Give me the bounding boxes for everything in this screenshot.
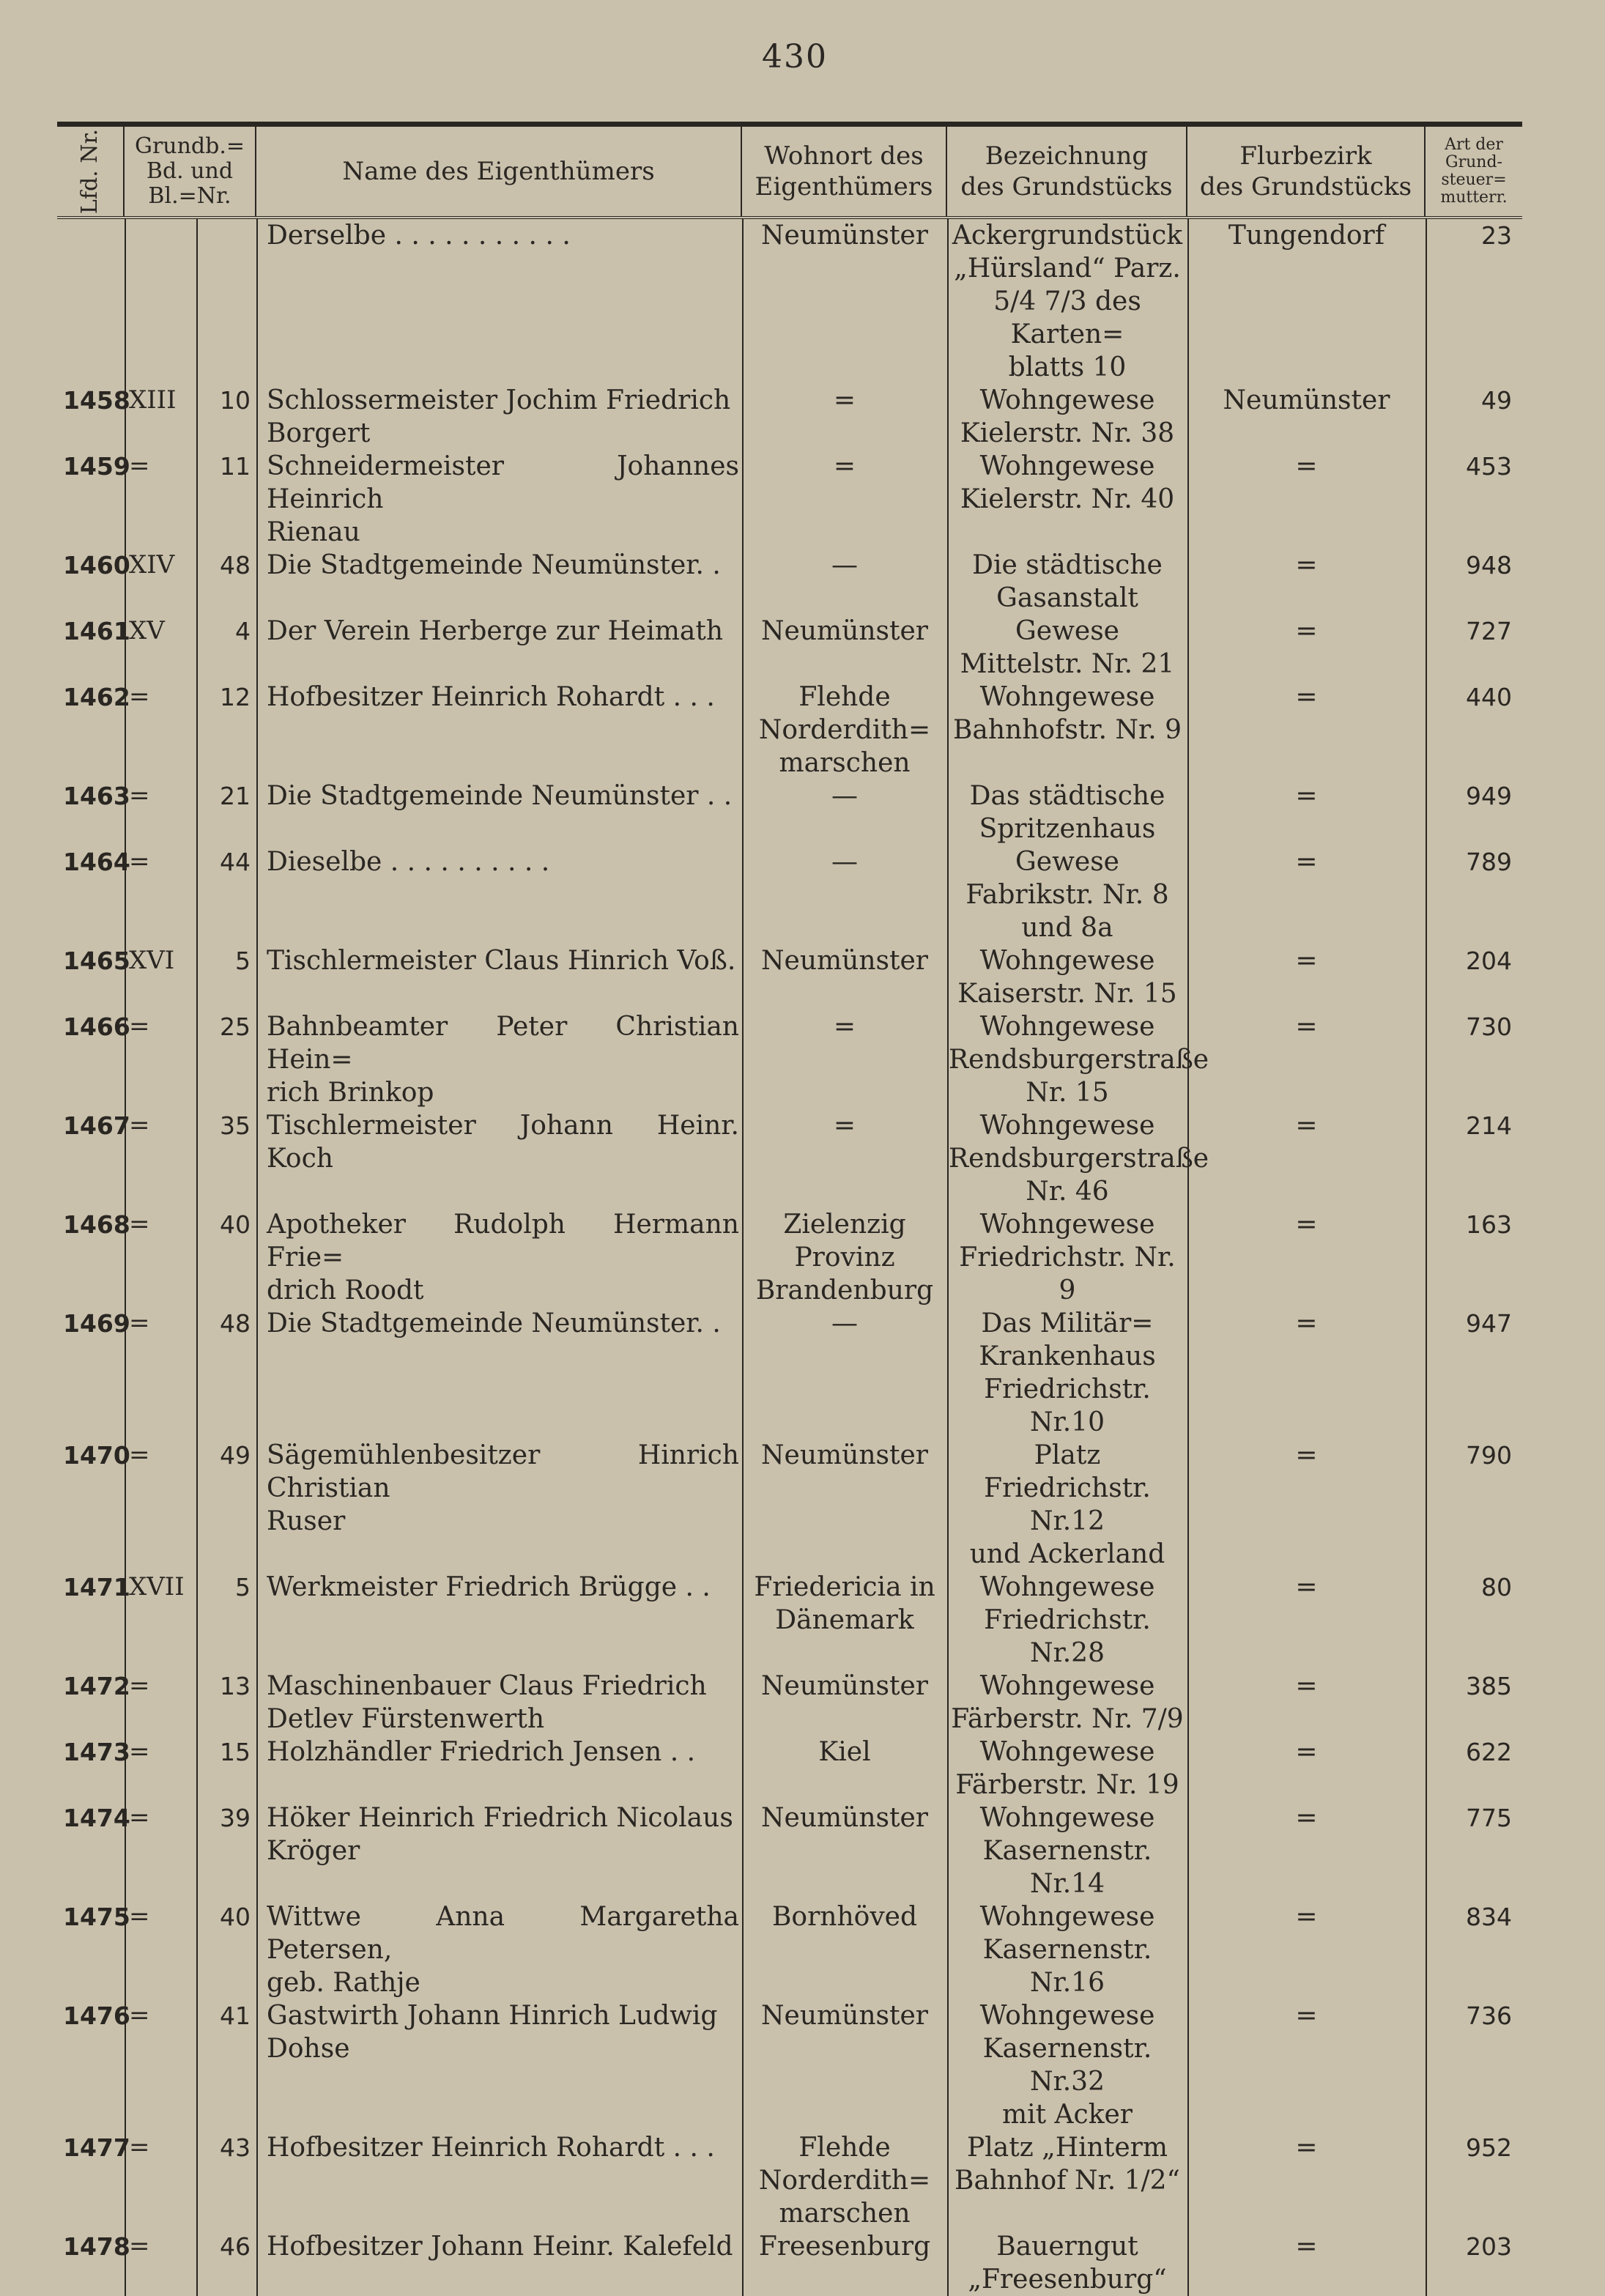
- row-owner-name: Hofbesitzer Heinrich Rohardt . . .: [267, 682, 715, 712]
- row-owner-name: Sägemühlenbesitzer Hinrich Christian Ruser: [267, 1440, 739, 1536]
- row-property-description: Bauerngut „Freesenburg“: [968, 2232, 1167, 2295]
- row-band: =: [129, 2001, 150, 2030]
- row-tax-register-nr: 385: [1466, 1672, 1512, 1700]
- table-row: [57, 615, 1522, 681]
- row-lfd-nr: 1460: [63, 551, 130, 579]
- row-band: =: [129, 847, 150, 876]
- table-row: [57, 1670, 1522, 1736]
- table-row: [57, 779, 1522, 845]
- header-grundbuch: Grundb.= Bd. und Bl.=Nr.: [125, 127, 256, 216]
- table-row: [57, 549, 1522, 615]
- row-band: XVII: [129, 1572, 185, 1601]
- row-district: =: [1295, 2001, 1318, 2031]
- row-band: XVI: [129, 946, 175, 975]
- row-band: =: [129, 1671, 150, 1700]
- row-lfd-nr: 1463: [63, 782, 130, 810]
- row-tax-register-nr: 214: [1466, 1111, 1512, 1140]
- row-tax-register-nr: 23: [1481, 221, 1512, 250]
- row-blatt: 5: [235, 947, 251, 975]
- row-blatt: [196, 219, 256, 384]
- row-tax-register-nr: 775: [1466, 1804, 1512, 1832]
- row-property-description: Das städtische Spritzenhaus: [969, 781, 1165, 844]
- row-band: =: [129, 1902, 150, 1931]
- row-lfd-nr: 1470: [63, 1441, 130, 1470]
- row-blatt: 5: [235, 1573, 251, 1601]
- row-residence: Neumünster: [761, 1440, 928, 1470]
- table-row: [57, 1571, 1522, 1670]
- row-property-description: Wohngewese Färberstr. Nr. 19: [955, 1737, 1179, 1800]
- table-header: [57, 127, 1522, 219]
- row-blatt: 15: [220, 1738, 251, 1766]
- table-row: [57, 944, 1522, 1010]
- row-property-description: Gewese Mittelstr. Nr. 21: [960, 616, 1175, 679]
- row-property-description: Wohngewese Kielerstr. Nr. 38: [960, 385, 1175, 448]
- row-band: [125, 219, 196, 384]
- row-blatt: 12: [220, 683, 251, 711]
- row-district: =: [1295, 1012, 1318, 1042]
- table-row: [57, 681, 1522, 779]
- row-owner-name: Schlossermeister Jochim Friedrich Borgert: [267, 385, 731, 448]
- row-tax-register-nr: 736: [1466, 2001, 1512, 2030]
- row-district: Neumünster: [1223, 385, 1390, 415]
- row-district: =: [1295, 2133, 1318, 2163]
- row-tax-register-nr: 834: [1466, 1903, 1512, 1931]
- row-district: =: [1295, 1902, 1318, 1932]
- row-lfd-nr: 1462: [63, 683, 130, 711]
- row-district: =: [1295, 1440, 1318, 1470]
- row-blatt: 44: [220, 848, 251, 876]
- row-tax-register-nr: 163: [1466, 1210, 1512, 1239]
- header-art: Art der Grund- steuer= mutterr.: [1440, 136, 1508, 207]
- row-owner-name: Dieselbe . . . . . . . . . .: [267, 847, 550, 877]
- row-property-description: Wohngewese Kaiserstr. Nr. 15: [957, 946, 1177, 1009]
- row-tax-register-nr: 203: [1466, 2232, 1512, 2261]
- table-row: [57, 384, 1522, 450]
- row-blatt: 41: [220, 2001, 251, 2030]
- row-lfd-nr: 1461: [63, 617, 130, 645]
- table-row: [57, 219, 1522, 384]
- row-band: XV: [129, 616, 165, 645]
- row-owner-name: Wittwe Anna Margaretha Petersen, geb. Rathje: [267, 1902, 739, 1998]
- row-property-description: Wohngewese Friedrichstr. Nr. 9: [959, 1210, 1176, 1306]
- row-tax-register-nr: 622: [1466, 1738, 1512, 1766]
- row-property-description: Wohngewese Färberstr. Nr. 7/9: [951, 1671, 1184, 1734]
- row-district: =: [1295, 2232, 1318, 2262]
- row-blatt: 39: [220, 1804, 251, 1832]
- row-band: =: [129, 451, 150, 481]
- row-band: =: [129, 1803, 150, 1832]
- page-number: 430: [762, 38, 828, 75]
- row-lfd-nr: 1478: [63, 2232, 130, 2261]
- row-tax-register-nr: 790: [1466, 1441, 1512, 1470]
- row-tax-register-nr: 949: [1466, 782, 1512, 810]
- row-residence: =: [833, 385, 856, 415]
- table-row: [57, 1307, 1522, 1439]
- header-wohnort: Wohnort des Eigenthümers: [742, 127, 947, 216]
- row-property-description: Platz „Hinterm Bahnhof Nr. 1/2“: [955, 2133, 1180, 2196]
- row-blatt: 43: [220, 2133, 251, 2162]
- row-blatt: 40: [220, 1210, 251, 1239]
- row-band: =: [129, 682, 150, 711]
- header-lfd-nr: Lfd. Nr.: [57, 127, 125, 216]
- row-owner-name: Schneidermeister Johannes Heinrich Rienau: [267, 451, 739, 547]
- row-district: =: [1295, 946, 1318, 976]
- row-band: =: [129, 2232, 150, 2261]
- row-owner-name: Apotheker Rudolph Hermann Frie= drich Roodt: [267, 1210, 739, 1306]
- row-owner-name: Die Stadtgemeinde Neumünster. .: [267, 550, 721, 580]
- row-band: XIII: [129, 385, 177, 415]
- row-lfd-nr: 1467: [63, 1111, 130, 1140]
- row-band: =: [129, 1012, 150, 1041]
- row-residence: =: [833, 1111, 856, 1141]
- table-body: [57, 219, 1522, 2296]
- row-tax-register-nr: 80: [1481, 1573, 1512, 1601]
- table-row: [57, 845, 1522, 944]
- row-owner-name: Bahnbeamter Peter Christian Hein= rich Brinkop: [267, 1012, 739, 1108]
- row-lfd-nr: 1458: [63, 386, 130, 415]
- row-blatt: 35: [220, 1111, 251, 1140]
- row-lfd-nr: 1469: [63, 1309, 130, 1338]
- row-residence: Neumünster: [761, 2001, 928, 2031]
- row-residence: Neumünster: [761, 946, 928, 976]
- row-lfd-nr: 1476: [63, 2001, 130, 2030]
- row-tax-register-nr: 948: [1466, 551, 1512, 579]
- row-property-description: Wohngewese Bahnhofstr. Nr. 9: [952, 682, 1182, 745]
- row-residence: Neumünster: [761, 221, 928, 251]
- row-property-description: Das Militär= Krankenhaus Friedrichstr. Nr.10: [979, 1308, 1156, 1437]
- row-property-description: Wohngewese Kielerstr. Nr. 40: [960, 451, 1175, 514]
- row-owner-name: Der Verein Herberge zur Heimath: [267, 616, 724, 646]
- row-band: XIV: [129, 550, 175, 579]
- row-tax-register-nr: 440: [1466, 683, 1512, 711]
- row-district: =: [1295, 781, 1318, 811]
- row-district: =: [1295, 616, 1318, 646]
- row-blatt: 10: [220, 386, 251, 415]
- row-residence: Flehde Norderdith= marschen: [758, 2133, 931, 2229]
- row-residence: —: [831, 781, 858, 811]
- row-tax-register-nr: 49: [1481, 386, 1512, 415]
- table-row: [57, 1010, 1522, 1109]
- row-band: =: [129, 1737, 150, 1766]
- row-property-description: Wohngewese Friedrichstr. Nr.28: [979, 1572, 1155, 1668]
- row-blatt: 4: [235, 617, 251, 645]
- row-band: =: [129, 1308, 150, 1338]
- table-row: [57, 450, 1522, 549]
- row-district: =: [1295, 1737, 1318, 1767]
- row-district: =: [1295, 1671, 1318, 1701]
- row-tax-register-nr: 947: [1466, 1309, 1512, 1338]
- row-residence: Flehde Norderdith= marschen: [758, 682, 931, 778]
- row-tax-register-nr: 204: [1466, 947, 1512, 975]
- table-row: [57, 1900, 1522, 1999]
- row-district: =: [1295, 1803, 1318, 1833]
- row-blatt: 48: [220, 1309, 251, 1338]
- row-district: =: [1295, 550, 1318, 580]
- row-band: =: [129, 1210, 150, 1239]
- row-district: Tungendorf: [1228, 221, 1385, 251]
- table-row: [57, 2230, 1522, 2296]
- table-row: [57, 1109, 1522, 1208]
- row-tax-register-nr: 727: [1466, 617, 1512, 645]
- row-blatt: 13: [220, 1672, 251, 1700]
- row-owner-name: Tischlermeister Claus Hinrich Voß.: [267, 946, 736, 976]
- row-property-description: Die städtische Gasanstalt: [972, 550, 1163, 613]
- table-row: [57, 1736, 1522, 1801]
- row-band: =: [129, 781, 150, 810]
- row-owner-name: Gastwirth Johann Hinrich Ludwig Dohse: [267, 2001, 718, 2064]
- header-bezeichnung: Bezeichnung des Grundstücks: [947, 127, 1187, 216]
- row-property-description: Wohngewese Rendsburgerstraße Nr. 46: [949, 1111, 1209, 1207]
- row-district: =: [1295, 1572, 1318, 1602]
- row-district: =: [1295, 1210, 1318, 1240]
- row-residence: =: [833, 1012, 856, 1042]
- row-property-description: Platz Friedrichstr. Nr.12 und Ackerland: [969, 1440, 1165, 1569]
- row-owner-name: Derselbe . . . . . . . . . . .: [267, 221, 571, 251]
- row-district: =: [1295, 1111, 1318, 1141]
- row-tax-register-nr: 730: [1466, 1012, 1512, 1041]
- header-flurbezirk: Flurbezirk des Grundstücks: [1187, 127, 1426, 216]
- row-residence: —: [831, 1308, 858, 1338]
- table-row: [57, 1999, 1522, 2131]
- table-row: [57, 1439, 1522, 1571]
- row-residence: Bornhöved: [771, 1902, 918, 1932]
- row-residence: Freesenburg: [758, 2232, 931, 2262]
- row-lfd-nr: 1477: [63, 2133, 130, 2162]
- row-residence: Neumünster: [761, 616, 928, 646]
- row-lfd-nr: 1459: [63, 452, 130, 481]
- row-residence: Zielenzig Provinz Brandenburg: [755, 1210, 934, 1306]
- row-lfd-nr: 1468: [63, 1210, 130, 1239]
- row-blatt: 49: [220, 1441, 251, 1470]
- row-residence: =: [833, 451, 856, 481]
- row-blatt: 21: [220, 782, 251, 810]
- row-owner-name: Die Stadtgemeinde Neumünster. .: [267, 1308, 721, 1338]
- row-property-description: Wohngewese Kasernenstr. Nr.14: [979, 1803, 1155, 1899]
- row-residence: —: [831, 550, 858, 580]
- row-owner-name: Holzhändler Friedrich Jensen . .: [267, 1737, 696, 1767]
- row-owner-name: Die Stadtgemeinde Neumünster . .: [267, 781, 733, 811]
- row-owner-name: Werkmeister Friedrich Brügge . .: [267, 1572, 711, 1602]
- row-blatt: 11: [220, 452, 251, 481]
- row-district: =: [1295, 847, 1318, 877]
- table-row: [57, 1208, 1522, 1307]
- row-blatt: 25: [220, 1012, 251, 1041]
- row-district: =: [1295, 1308, 1318, 1338]
- row-tax-register-nr: 952: [1466, 2133, 1512, 2162]
- row-blatt: 48: [220, 551, 251, 579]
- table-row: [57, 2131, 1522, 2230]
- row-lfd-nr: 1464: [63, 848, 130, 876]
- row-residence: Kiel: [818, 1737, 871, 1767]
- row-blatt: 46: [220, 2232, 251, 2261]
- row-lfd-nr: 1472: [63, 1672, 130, 1700]
- row-tax-register-nr: 453: [1466, 452, 1512, 481]
- row-residence: Neumünster: [761, 1803, 928, 1833]
- row-property-description: Gewese Fabrikstr. Nr. 8 und 8a: [965, 847, 1169, 943]
- row-property-description: Wohngewese Rendsburgerstraße Nr. 15: [949, 1012, 1209, 1108]
- row-district: =: [1295, 451, 1318, 481]
- row-owner-name: Maschinenbauer Claus Friedrich Detlev Fürstenwerth: [267, 1671, 707, 1734]
- row-owner-name: Tischlermeister Johann Heinr. Koch: [267, 1111, 739, 1174]
- row-lfd-nr: [57, 219, 125, 384]
- row-property-description: Wohngewese Kasernenstr. Nr.32 mit Acker: [979, 2001, 1155, 2130]
- row-lfd-nr: 1474: [63, 1804, 130, 1832]
- row-blatt: 40: [220, 1903, 251, 1931]
- row-owner-name: Höker Heinrich Friedrich Nicolaus Kröger: [267, 1803, 733, 1866]
- row-property-description: Wohngewese Kasernenstr. Nr.16: [979, 1902, 1155, 1998]
- row-district: =: [1295, 682, 1318, 712]
- row-lfd-nr: 1473: [63, 1738, 130, 1766]
- header-name: Name des Eigenthümers: [256, 127, 742, 216]
- property-register-table: [57, 122, 1522, 2296]
- row-lfd-nr: 1475: [63, 1903, 130, 1931]
- row-band: =: [129, 1111, 150, 1140]
- row-owner-name: Hofbesitzer Heinrich Rohardt . . .: [267, 2133, 715, 2163]
- row-band: =: [129, 1440, 150, 1470]
- row-residence: Friedericia in Dänemark: [754, 1572, 935, 1635]
- row-band: =: [129, 2133, 150, 2162]
- row-lfd-nr: 1465: [63, 947, 130, 975]
- row-lfd-nr: 1471: [63, 1573, 130, 1601]
- row-lfd-nr: 1466: [63, 1012, 130, 1041]
- row-residence: Neumünster: [761, 1671, 928, 1701]
- row-residence: —: [831, 847, 858, 877]
- row-owner-name: Hofbesitzer Johann Heinr. Kalefeld: [267, 2232, 733, 2262]
- row-tax-register-nr: 789: [1466, 848, 1512, 876]
- row-property-description: Ackergrundstück „Hürsland“ Parz. 5/4 7/3 des Karten= blatts 10: [952, 221, 1183, 382]
- table-row: [57, 1801, 1522, 1900]
